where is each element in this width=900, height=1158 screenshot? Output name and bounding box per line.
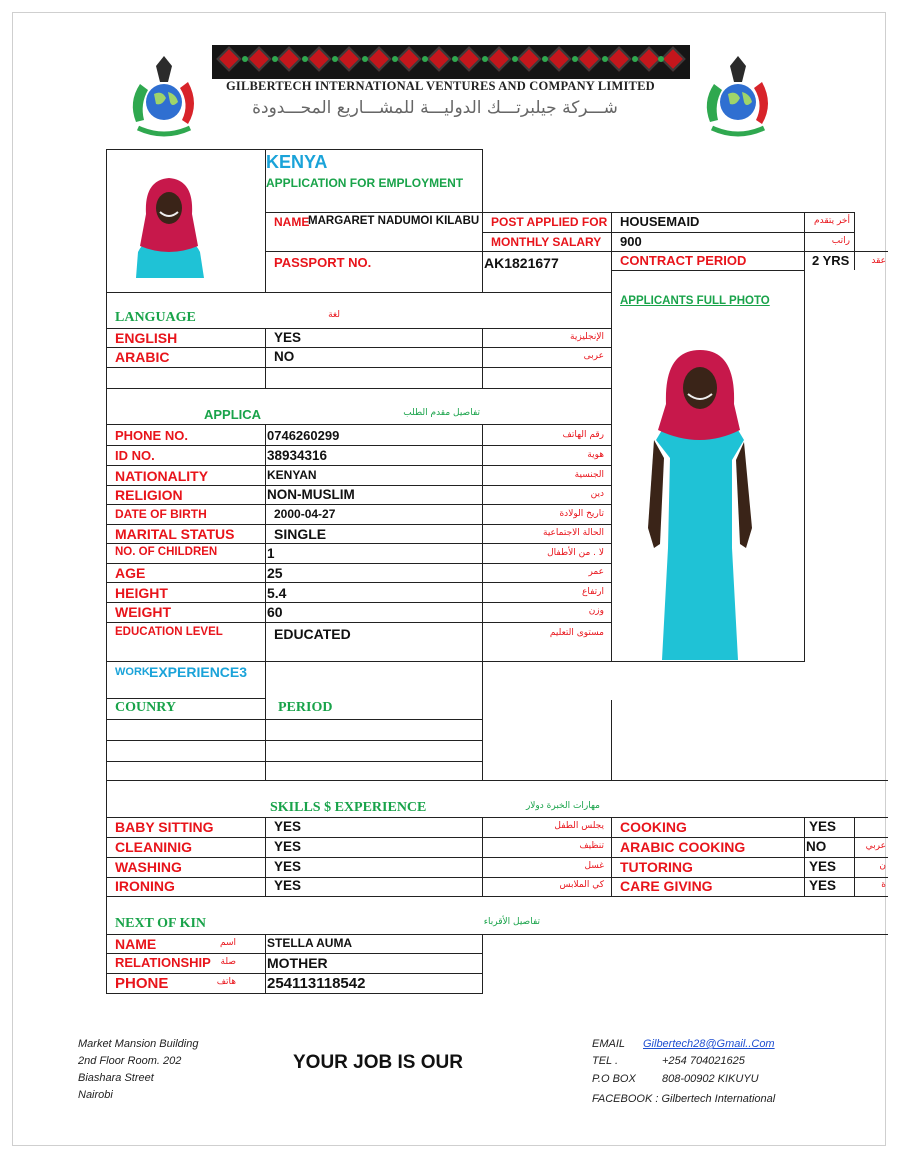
detail-row-value: 38934316 [267,448,328,463]
skill-left-label: WASHING [115,859,182,875]
post-arabic: أخر يتقدم [814,216,850,226]
skill-right-value: YES [809,878,837,893]
skills-title: SKILLS $ EXPERIENCE [270,800,427,815]
footer-address-1: Market Mansion Building [78,1038,199,1050]
post-value: HOUSEMAID [620,214,700,229]
detail-row-arabic: رقم الهاتف [562,430,604,440]
passport-label: PASSPORT NO. [274,255,372,270]
skill-left-value: YES [274,878,302,893]
person-full-photo-icon [640,348,760,660]
skill-left-label: BABY SITTING [115,819,214,835]
detail-row-value: 2000-04-27 [274,507,336,521]
detail-row-label: ID NO. [115,448,155,463]
skill-right-label: COOKING [620,819,687,835]
detail-row-label: NO. OF CHILDREN [115,546,218,558]
detail-row-value: 0746260299 [267,428,340,443]
salary-value: 900 [620,234,642,249]
kin-row-value: 254113118542 [267,975,366,992]
skill-left-arabic: تنظيف [579,841,604,851]
detail-row-arabic: الجنسية [574,470,604,480]
globe-logo-icon [118,52,208,140]
detail-row-value: 60 [267,604,283,620]
skill-right-value: NO [806,839,827,854]
kin-row-value: STELLA AUMA [267,936,353,950]
detail-row-value: EDUCATED [274,626,351,642]
skill-left-arabic: يجلس الطفل [554,821,604,831]
detail-row-arabic: تاريخ الولادة [559,509,604,519]
detail-row-label: WEIGHT [115,604,171,620]
skill-right-label: TUTORING [620,859,693,875]
detail-row-value: SINGLE [274,526,327,542]
name-value: MARGARET NADUMOI KILABU [308,215,480,227]
detail-row-arabic: دين [590,489,604,499]
applicant-passport-photo [124,172,214,278]
detail-row-label: MARITAL STATUS [115,526,235,542]
company-logo-right [692,52,782,140]
kin-row-label: NAME [115,936,157,952]
detail-row-value: 25 [267,565,283,581]
skill-right-arabic: ة [881,881,886,890]
footer-address-2: 2nd Floor Room. 202 [78,1055,182,1067]
language-row-arabic: الإنجليزية [570,332,604,342]
post-label: POST APPLIED FOR [491,215,608,229]
detail-row-arabic: هوية [587,450,604,460]
footer-tel-label: TEL . [592,1055,619,1067]
detail-row-arabic: عمر [588,567,604,577]
person-photo-icon [124,172,214,278]
skill-left-value: YES [274,839,302,854]
language-title-arabic: لغة [328,310,340,320]
skill-right-label: CARE GIVING [620,878,713,894]
language-row-label: ARABIC [115,349,170,365]
decorative-banner [212,45,690,79]
details-title-arabic: تفاصيل مقدم الطلب [403,408,480,418]
country-title: KENYA [266,152,328,172]
applicant-full-photo [640,348,760,660]
detail-row-value: 5.4 [267,585,287,601]
footer-tel-value: +254 704021625 [662,1055,745,1067]
company-logo-left [118,52,208,140]
work-title-prefix: WORK [115,666,150,678]
detail-row-label: EDUCATION LEVEL [115,626,223,638]
skill-right-value: YES [809,859,837,874]
detail-row-value: KENYAN [267,468,317,482]
name-label: NAME [274,215,310,229]
salary-arabic: راتب [831,236,850,246]
footer-address-4: Nairobi [78,1089,113,1101]
detail-row-arabic: لا . من الأطفال [547,548,604,558]
skill-right-label: ARABIC COOKING [620,839,746,855]
kin-title-arabic: تفاصيل الأقرباء [483,917,540,927]
detail-row-label: RELIGION [115,487,183,503]
footer-address-3: Biashara Street [78,1072,154,1084]
detail-row-value: 1 [267,546,275,561]
skill-left-arabic: غسل [584,861,604,871]
skill-left-label: CLEANINIG [115,839,192,855]
skills-title-arabic: مهارات الخبرة دولار [525,801,600,811]
language-title: LANGUAGE [115,310,196,325]
form-subtitle: APPLICATION FOR EMPLOYMENT [266,176,464,190]
skill-left-value: YES [274,859,302,874]
detail-row-label: AGE [115,565,146,581]
skill-left-value: YES [274,819,302,834]
footer-email-value[interactable]: Gilbertech28@Gmail..Com [643,1038,775,1050]
passport-value: AK1821677 [484,255,559,271]
detail-row-label: DATE OF BIRTH [115,507,207,521]
detail-row-arabic: ارتفاع [581,587,604,597]
kin-row-arabic: اسم [219,938,236,948]
skill-right-arabic: ن [879,862,886,871]
work-col-country: COUNRY [115,700,176,715]
kin-title: NEXT OF KIN [115,916,207,931]
detail-row-arabic: مستوى التعليم [549,628,604,638]
detail-row-label: PHONE NO. [115,428,188,443]
detail-row-arabic: الحالة الاجتماعية [543,528,604,538]
contract-arabic: عقد [871,257,886,266]
language-row-value: NO [274,349,295,364]
skill-left-label: IRONING [115,878,175,894]
work-title: EXPERIENCE3 [149,664,248,680]
kin-row-value: MOTHER [267,955,328,971]
globe-logo-icon [692,52,782,140]
footer-email-label: EMAIL [592,1038,626,1050]
detail-row-label: HEIGHT [115,585,168,601]
details-title: APPLICA [204,407,262,422]
kin-row-label: PHONE [115,975,169,992]
contract-value: 2 YRS [812,253,850,268]
language-row-value: YES [274,330,302,345]
kin-row-arabic: هاتف [216,977,236,987]
detail-row-value: NON-MUSLIM [267,487,355,502]
footer-slogan: YOUR JOB IS OUR [293,1052,463,1073]
detail-row-arabic: وزن [588,606,604,616]
skill-left-arabic: كي الملابس [559,880,604,890]
skill-right-value: YES [809,819,837,834]
work-col-period: PERIOD [278,700,333,715]
company-name-arabic: شـــركة جيلبرتـــك الدوليـــة للمشـــاريع المحـــدودة [252,98,618,118]
footer-facebook: FACEBOOK : Gilbertech International [592,1093,776,1105]
company-name: GILBERTECH INTERNATIONAL VENTURES AND COMPANY LIMITED [226,79,655,93]
language-row-label: ENGLISH [115,330,178,346]
detail-row-label: NATIONALITY [115,468,209,484]
contract-label: CONTRACT PERIOD [620,253,747,268]
footer-pobox-label: P.O BOX [592,1073,636,1085]
full-photo-label: APPLICANTS FULL PHOTO [620,295,770,307]
kin-row-label: RELATIONSHIP [115,955,211,970]
language-row-arabic: عربى [583,351,604,361]
salary-label: MONTHLY SALARY [491,235,602,249]
kin-row-arabic: صلة [220,957,236,967]
footer-pobox-value: 808-00902 KIKUYU [662,1073,759,1085]
skill-right-arabic: عربي [865,842,886,851]
